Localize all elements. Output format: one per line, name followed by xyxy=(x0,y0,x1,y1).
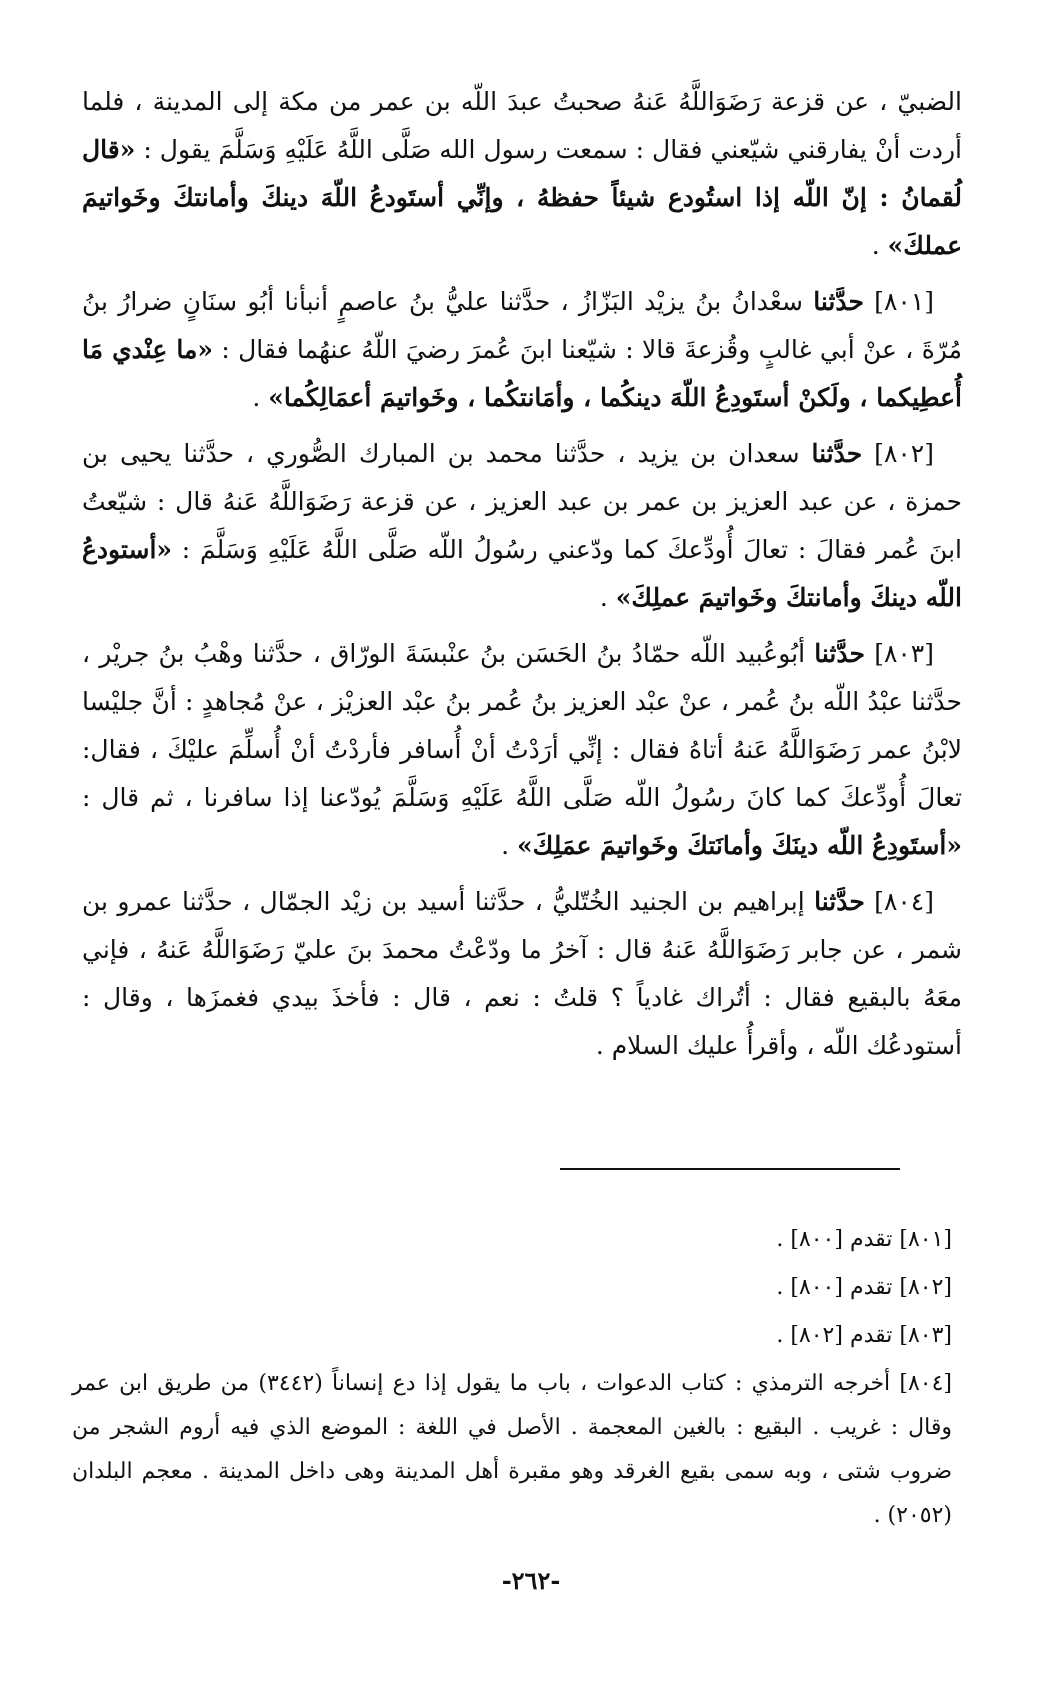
quote-segment: «أستَودِعُ اللّه دينَكَ وأمانَتكَ وخَواتيمَ عمَلِكَ» xyxy=(517,831,962,860)
footnote-separator xyxy=(560,1168,900,1170)
footnote-801: [٨٠١] تقدم [٨٠٠] . xyxy=(776,1227,952,1252)
text-segment: سعْدانُ بنُ يزيْد البَزّازُ ، حدَّثنا عليُّ بنُ عاصمٍ أنبأنا أبُو سنَانٍ ضرارُ بنُ مُرّةَ ، عنْ أبي غالبٍ وقُزعةَ قالا : شيّعنا ابنَ عُمرَ رضيَ اللّهُ عنهُما فقال : xyxy=(82,287,962,364)
hadith-number: [٨٠٢] xyxy=(862,439,934,468)
text-segment: سعدان بن يزيد ، حدَّثنا محمد بن المبارك الصُّوري ، حدَّثنا يحيى بن حمزة ، عن عبد العزيز بن عمر بن عبد العزيز ، عن قزعة رَضَوَاللَّهُ عَنهُ قال : شيّعتُ ابنَ عُمر فقالَ : تعالَ أُودِّعكَ كما ودّعني رسُولُ اللّه صَلَّى اللَّهُ عَلَيْهِ وَسَلَّمَ : xyxy=(82,439,962,564)
text-segment: . xyxy=(252,383,269,412)
quote-segment: «قال لُقمانُ : إنّ اللّه إذا استُودع شيئاً حفظهُ ، وإنِّي أستَودعُ اللّهَ دينكَ وأمانتكَ وخَواتيمَ عملكَ» xyxy=(82,135,962,260)
text-segment: إبراهيم بن الجنيد الخُتّليُّ ، حدَّثنا أسيد بن زيْد الجمّال ، حدَّثنا عمرو بن شمر ، عن جابر رَضَوَاللَّهُ عَنهُ قال : آخرُ ما ودّعْتُ محمدَ بنَ عليّ رَضَوَاللَّهُ عَنهُ ، فإني معَهُ بالبقيع فقال : أتُراك غادياً ؟ قلتُ : نعم ، قال : فأخذَ بيدي فغمزَها ، وقال : أستودعُك اللّه ، وأقرأُ عليك السلام . xyxy=(82,887,962,1060)
haddathana-word: حدَّثنا xyxy=(814,887,865,916)
quote-segment: «ما عِنْدي مَا أُعطِيكما ، ولَكنْ أستَودِعُ اللّهَ دينكُما ، وأمَانتكُما ، وخَواتيمَ أعمَالِكُما» xyxy=(82,335,962,412)
quote-segment: «أستودعُ اللّه دينكَ وأمانتكَ وخَواتيمَ عملِكَ» xyxy=(82,535,962,612)
text-segment: أبُوعُبيد اللّه حمّادُ بنُ الحَسَن بنُ عنْبسَةَ الورّاق ، حدَّثنا وهْبُ بنُ جريْر ، حدَّثنا عبْدُ اللّه بنُ عُمر ، عنْ عبْد العزيز بنُ عُمر بنُ عبْد العزيْز ، عنْ مُجاهدٍ : أنَّ جليْسا لابْنُ عمر رَضَوَاللَّهُ عَنهُ أتاهُ فقال : إنِّي أرَدْتُ أنْ أُسافر فأردْتُ أنْ أُسلِّمَ عليْكَ ، فقال: تعالَ أُودِّعكَ كما كانَ رسُولُ اللّه صَلَّى اللَّهُ عَلَيْهِ وَسَلَّمَ يُودّعنا إذا سافرنا ، ثم قال : xyxy=(82,639,962,812)
main-text xyxy=(82,78,962,1078)
paragraph-intro xyxy=(82,78,962,270)
text-segment: . xyxy=(599,583,616,612)
hadith-number: [٨٠١] xyxy=(863,287,934,316)
hadith-801 xyxy=(82,278,962,422)
text-segment: . xyxy=(501,831,518,860)
hadith-802 xyxy=(82,430,962,622)
footnotes xyxy=(72,1218,952,1542)
haddathana-word: حدَّثنا xyxy=(811,439,863,468)
footnote-802: [٨٠٢] تقدم [٨٠٠] . xyxy=(776,1275,952,1300)
haddathana-word: حدَّثنا xyxy=(813,287,864,316)
footnote-803: [٨٠٣] تقدم [٨٠٢] . xyxy=(776,1323,952,1348)
text-segment: . xyxy=(871,231,888,260)
text-segment: الضبيّ ، عن قزعة رَضَوَاللَّهُ عَنهُ صحبتُ عبدَ اللّه بن عمر من مكة إلى المدينة ، فلما أردت أنْ يفارقني شيّعني فقال : سمعت رسول الله صَلَّى اللَّهُ عَلَيْهِ وَسَلَّمَ يقول : xyxy=(82,87,962,164)
page-number: -٢٦٢- xyxy=(501,1566,561,1595)
footnote-804: [٨٠٤] أخرجه الترمذي : كتاب الدعوات ، باب ما يقول إذا دع إنساناً (٣٤٤٢) من طريق ابن عمر وقال : غريب . البقيع : بالغين المعجمة . الأصل في اللغة : الموضع الذي فيه أروم الشجر من ضروب شتى ، وبه سمى بقيع الغرقد وهو مقبرة أهل المدينة وهى داخل المدينة . معجم البلدان (٢٠٥٢) . xyxy=(72,1371,952,1528)
hadith-804 xyxy=(82,878,962,1070)
haddathana-word: حدَّثنا xyxy=(814,639,865,668)
hadith-number: [٨٠٣] xyxy=(864,639,935,668)
hadith-803 xyxy=(82,630,962,870)
hadith-number: [٨٠٤] xyxy=(864,887,935,916)
